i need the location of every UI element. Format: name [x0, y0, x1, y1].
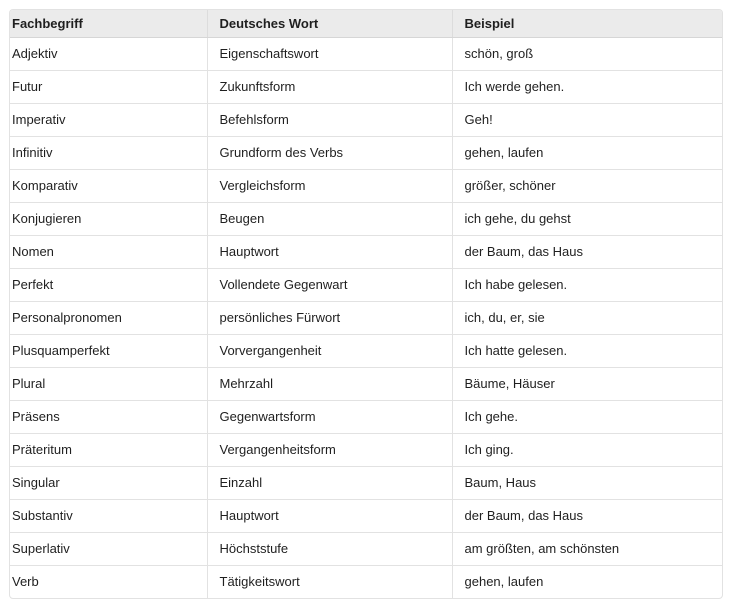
table-row — [10, 334, 722, 367]
cell-fachbegriff: Nomen — [10, 235, 207, 268]
table-row — [10, 499, 722, 532]
table-row — [10, 301, 722, 334]
cell-fachbegriff: Konjugieren — [10, 202, 207, 235]
cell-beispiel: der Baum, das Haus — [452, 235, 722, 268]
header-row — [10, 10, 722, 37]
cell-deutsches-wort: Eigenschaftswort — [207, 37, 452, 70]
cell-deutsches-wort: Vorvergangenheit — [207, 334, 452, 367]
cell-deutsches-wort: Befehlsform — [207, 103, 452, 136]
table-header — [10, 10, 722, 37]
cell-deutsches-wort: Hauptwort — [207, 235, 452, 268]
cell-deutsches-wort: Beugen — [207, 202, 452, 235]
table-row — [10, 103, 722, 136]
cell-deutsches-wort: Mehrzahl — [207, 367, 452, 400]
cell-beispiel: Ich werde gehen. — [452, 70, 722, 103]
cell-deutsches-wort: Vergleichsform — [207, 169, 452, 202]
cell-beispiel: Ich habe gelesen. — [452, 268, 722, 301]
grammar-terms-table-container — [9, 9, 723, 599]
header-deutsches-wort: Deutsches Wort — [207, 10, 452, 37]
cell-deutsches-wort: Hauptwort — [207, 499, 452, 532]
cell-fachbegriff: Komparativ — [10, 169, 207, 202]
cell-fachbegriff: Singular — [10, 466, 207, 499]
table-row — [10, 367, 722, 400]
table-body — [10, 37, 722, 598]
cell-fachbegriff: Imperativ — [10, 103, 207, 136]
cell-beispiel: Baum, Haus — [452, 466, 722, 499]
cell-beispiel: ich gehe, du gehst — [452, 202, 722, 235]
cell-beispiel: gehen, laufen — [452, 136, 722, 169]
header-fachbegriff: Fachbegriff — [10, 10, 207, 37]
cell-deutsches-wort: Einzahl — [207, 466, 452, 499]
cell-fachbegriff: Perfekt — [10, 268, 207, 301]
cell-beispiel: Geh! — [452, 103, 722, 136]
table-row — [10, 37, 722, 70]
cell-deutsches-wort: persönliches Fürwort — [207, 301, 452, 334]
table-row — [10, 70, 722, 103]
cell-beispiel: Ich ging. — [452, 433, 722, 466]
cell-fachbegriff: Adjektiv — [12, 46, 58, 61]
cell-deutsches-wort: Vergangenheitsform — [207, 433, 452, 466]
cell-fachbegriff: Superlativ — [10, 532, 207, 565]
cell-fachbegriff: Futur — [10, 70, 207, 103]
cell-deutsches-wort: Grundform des Verbs — [207, 136, 452, 169]
cell-beispiel: am größten, am schönsten — [452, 532, 722, 565]
cell-beispiel: Bäume, Häuser — [452, 367, 722, 400]
table-row — [10, 532, 722, 565]
table-row — [10, 565, 722, 598]
cell-fachbegriff: Präteritum — [10, 433, 207, 466]
cell-fachbegriff: Infinitiv — [10, 136, 207, 169]
cell-deutsches-wort: Höchststufe — [207, 532, 452, 565]
cell-fachbegriff: Plural — [10, 367, 207, 400]
table-row — [10, 202, 722, 235]
table-row — [10, 400, 722, 433]
cell-deutsches-wort: Zukunftsform — [207, 70, 452, 103]
cell-deutsches-wort: Gegenwartsform — [207, 400, 452, 433]
cell-deutsches-wort: Vollendete Gegenwart — [207, 268, 452, 301]
cell-beispiel: gehen, laufen — [452, 565, 722, 598]
cell-fachbegriff: Substantiv — [10, 499, 207, 532]
cell-fachbegriff: Präsens — [10, 400, 207, 433]
table-row — [10, 466, 722, 499]
cell-beispiel: schön, groß — [452, 37, 722, 70]
header-beispiel: Beispiel — [452, 10, 722, 37]
cell-fachbegriff: Verb — [10, 565, 207, 598]
cell-deutsches-wort: Tätigkeitswort — [207, 565, 452, 598]
table-row — [10, 268, 722, 301]
grammar-terms-table — [10, 10, 722, 598]
cell-beispiel: ich, du, er, sie — [452, 301, 722, 334]
cell-beispiel: Ich gehe. — [452, 400, 722, 433]
cell-beispiel: der Baum, das Haus — [452, 499, 722, 532]
cell-beispiel: größer, schöner — [452, 169, 722, 202]
cell-fachbegriff: Personalpronomen — [10, 301, 207, 334]
table-row — [10, 235, 722, 268]
cell-fachbegriff: Plusquamperfekt — [10, 334, 207, 367]
table-row — [10, 136, 722, 169]
table-row — [10, 169, 722, 202]
table-row — [10, 433, 722, 466]
cell-beispiel: Ich hatte gelesen. — [452, 334, 722, 367]
